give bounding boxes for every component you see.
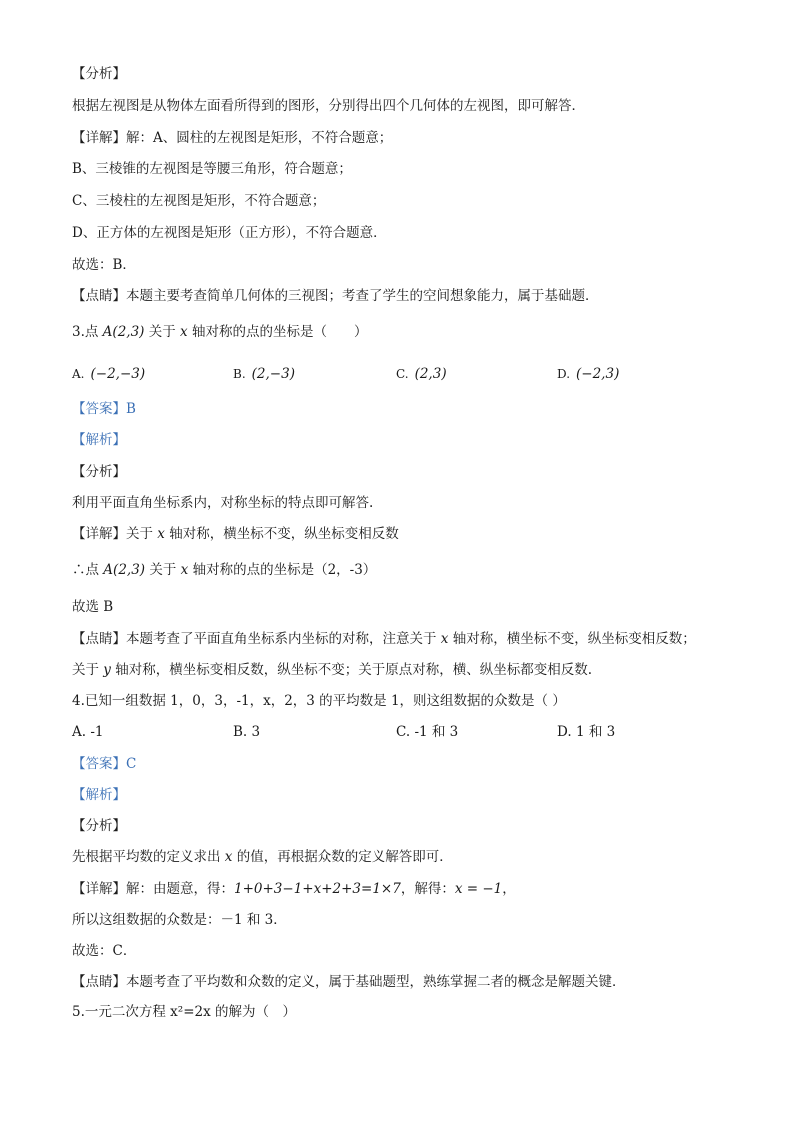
q4-jiexi: 【解析】 bbox=[72, 787, 126, 803]
q3-option-b: B. (2,−3) bbox=[233, 366, 295, 382]
q3-analysis-text: 利用平面直角坐标系内，对称坐标的特点即可解答. bbox=[72, 495, 374, 511]
q4-solution: x = −1 bbox=[454, 881, 503, 897]
q3-analysis-heading: 【分析】 bbox=[72, 464, 126, 480]
analysis-heading: 【分析】 bbox=[72, 66, 126, 82]
q4-option-d: D. 1 和 3 bbox=[557, 724, 616, 740]
q4-analysis-heading: 【分析】 bbox=[72, 818, 126, 834]
q3-comment-1: 【点睛】本题考查了平面直角坐标系内坐标的对称，注意关于 x 轴对称，横坐标不变，纵坐标变相反数； bbox=[72, 631, 696, 647]
question-5-stem: 5.一元二次方程 x²=2x 的解为（ ） bbox=[72, 1004, 297, 1020]
comment-line: 【点睛】本题主要考查简单几何体的三视图；考查了学生的空间想象能力，属于基础题． bbox=[72, 288, 599, 304]
detail-line-b: B、三棱锥的左视图是等腰三角形，符合题意； bbox=[72, 161, 352, 177]
q3-option-a: A. (−2,−3) bbox=[72, 366, 146, 382]
detail-line-c: C、三棱柱的左视图是矩形，不符合题意； bbox=[72, 193, 326, 209]
q4-analysis-text: 先根据平均数的定义求出 x 的值，再根据众数的定义解答即可． bbox=[72, 849, 453, 865]
q3-comment-2: 关于 y 轴对称，横坐标变相反数，纵坐标不变；关于原点对称，横、纵坐标都变相反数. bbox=[72, 662, 593, 678]
point-a: A(2,3) bbox=[102, 324, 145, 340]
q4-choose: 故选：C． bbox=[72, 943, 137, 959]
q4-result: 所以这组数据的众数是：－1 和 3． bbox=[72, 912, 287, 928]
q3-answer: 【答案】B bbox=[72, 401, 136, 417]
detail-line-d: D、正方体的左视图是矩形（正方形），不符合题意． bbox=[72, 225, 387, 241]
q4-option-a: A. -1 bbox=[72, 724, 104, 740]
q4-detail: 【详解】解：由题意，得：1+0+3−1+x+2+3=1×7，解得：x = −1， bbox=[72, 881, 516, 897]
q3-option-c: C. (2,3) bbox=[396, 366, 447, 382]
analysis-text: 根据左视图是从物体左面看所得到的图形，分别得出四个几何体的左视图，即可解答． bbox=[72, 98, 585, 114]
question-4-stem: 4.已知一组数据 1，0，3，-1，x，2，3 的平均数是 1，则这组数据的众数是（ ） bbox=[72, 693, 566, 709]
q4-equation: 1+0+3−1+x+2+3=1×7 bbox=[234, 881, 401, 897]
q4-option-b: B. 3 bbox=[233, 724, 261, 740]
q3-therefore: ∴点 A(2,3) 关于 x 轴对称的点的坐标是（2，-3） bbox=[72, 562, 377, 578]
q4-comment: 【点睛】本题考查了平均数和众数的定义，属于基础题型，熟练掌握二者的概念是解题关键． bbox=[72, 974, 626, 990]
q3-choose: 故选 B bbox=[72, 599, 114, 615]
q4-answer: 【答案】C bbox=[72, 756, 137, 772]
q3-jiexi: 【解析】 bbox=[72, 432, 126, 448]
question-3-stem: 3.点 A(2,3) 关于 x 轴对称的点的坐标是（ ） bbox=[72, 324, 368, 340]
choice-line: 故选：B． bbox=[72, 257, 136, 273]
q3-detail: 【详解】关于 x 轴对称，横坐标不变，纵坐标变相反数 bbox=[72, 526, 399, 542]
detail-line-a: 【详解】解：A、圆柱的左视图是矩形，不符合题意； bbox=[72, 130, 393, 146]
q4-option-c: C. -1 和 3 bbox=[396, 724, 459, 740]
q3-option-d: D. (−2,3) bbox=[557, 366, 620, 382]
